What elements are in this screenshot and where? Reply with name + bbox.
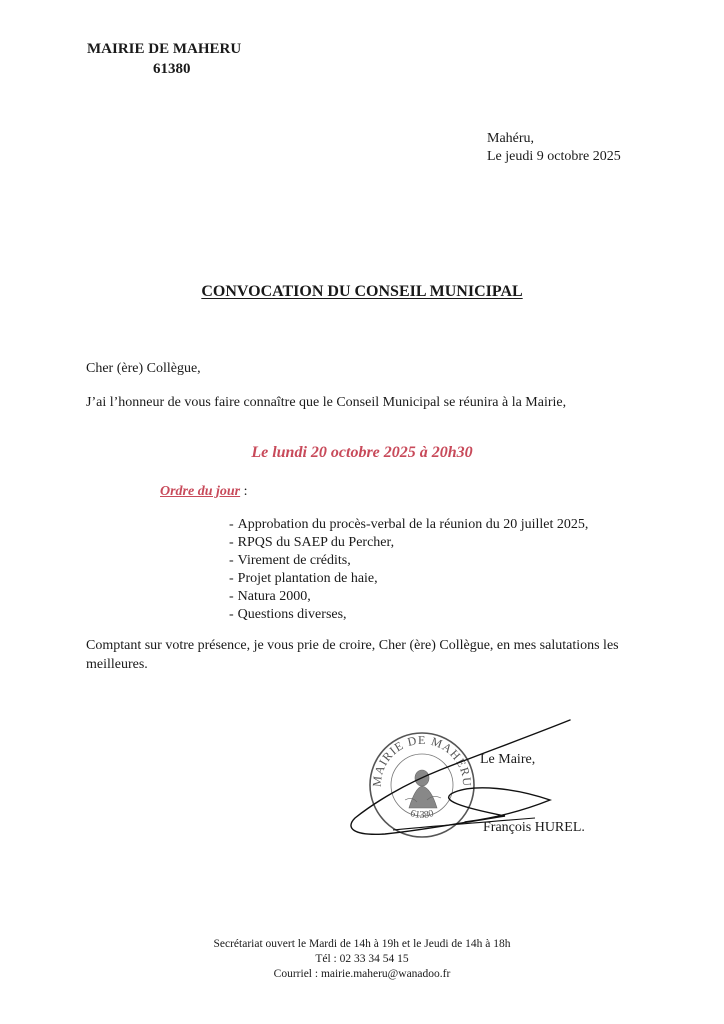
greeting: Cher (ère) Collègue, bbox=[86, 361, 201, 376]
letter-date: Le jeudi 9 octobre 2025 bbox=[487, 149, 621, 164]
place: Mahéru, bbox=[487, 131, 535, 146]
stamp-text: MAIRIE DE MAHERU bbox=[369, 732, 475, 788]
closing-paragraph: Comptant sur votre présence, je vous prie de croire, Cher (ère) Collègue, en mes salutations les meilleures. bbox=[86, 638, 619, 672]
agenda-label: Ordre du jour bbox=[160, 484, 241, 499]
agenda-item: - Virement de crédits, bbox=[229, 553, 351, 568]
letterhead bbox=[87, 39, 241, 79]
agenda-item: - Approbation du procès-verbal de la réunion du 20 juillet 2025, bbox=[229, 517, 589, 532]
signature-stroke bbox=[351, 720, 570, 834]
organization-postal-code: 61380 bbox=[153, 61, 191, 77]
signatory-name: François HUREL. bbox=[483, 820, 585, 835]
agenda-item: - Projet plantation de haie, bbox=[229, 571, 378, 586]
meeting-date: Le lundi 20 octobre 2025 à 20h30 bbox=[251, 444, 473, 461]
agenda-list bbox=[229, 516, 588, 624]
agenda-heading bbox=[160, 484, 248, 500]
intro-paragraph: J’ai l’honneur de vous faire connaître que le Conseil Municipal se réunira à la Mairie, bbox=[86, 395, 567, 410]
footer-phone: Tél : 02 33 34 54 15 bbox=[315, 953, 409, 965]
organization-name: MAIRIE DE MAHERU bbox=[87, 41, 242, 57]
agenda-item: - Natura 2000, bbox=[229, 589, 311, 604]
document-title: CONVOCATION DU CONSEIL MUNICIPAL bbox=[201, 283, 523, 300]
stamp-postal-code: 61380 bbox=[408, 807, 436, 821]
signatory-title: Le Maire, bbox=[480, 752, 536, 767]
agenda-label-suffix: : bbox=[240, 484, 248, 499]
footer-hours: Secrétariat ouvert le Mardi de 14h à 19h et le Jeudi de 14h à 18h bbox=[213, 938, 511, 950]
agenda-item: - RPQS du SAEP du Percher, bbox=[229, 535, 395, 550]
footer bbox=[0, 937, 724, 982]
footer-email: Courriel : mairie.maheru@wanadoo.fr bbox=[273, 968, 451, 980]
agenda-item: - Questions diverses, bbox=[229, 607, 347, 622]
place-date bbox=[487, 130, 621, 166]
